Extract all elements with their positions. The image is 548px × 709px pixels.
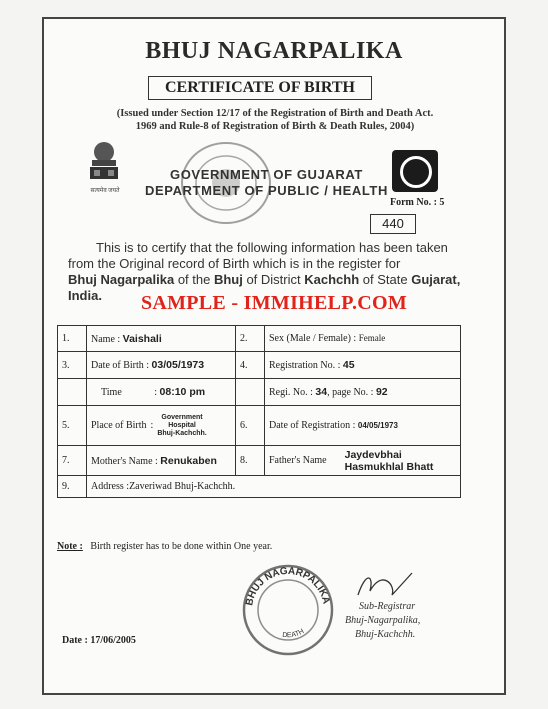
issue-date: Date : 17/06/2005 [62,635,136,646]
father-name-label: Father's Name [269,454,327,466]
emblem-motto: सत्यमेव जयते [90,188,120,194]
svg-text:DEATH [282,628,305,639]
mother-name-label: Mother's Name : [91,455,158,467]
name-label: Name : [91,333,121,345]
nagarpalika-seal-icon [238,560,338,660]
body-line-2: from the Original record of Birth which is in the register for [68,256,401,271]
name-value: Vaishali [122,332,162,345]
table-row: 7. Mother's Name : Renukaben 8. Father's Name Jaydevbhai Hasmukhlal Bhatt [58,446,461,476]
place-of-birth-label: Place of Birth [91,420,147,431]
table-row: 3. Date of Birth : 03/05/1973 4. Registration No. : 45 [58,352,461,379]
serial-number: 440 [370,214,416,234]
note: Note : Birth register has to be done within One year. [57,541,273,552]
government-line: GOVERNMENT OF GUJARAT [170,167,363,182]
seal-bottom-text: DEATH [281,628,306,640]
regi-no-value: 34 [315,386,328,398]
seal-top-text: BHUJ NAGARPALIKA [244,565,332,607]
health-logo-icon [392,150,438,192]
time-label: Time [101,387,122,398]
regi-no-label: Regi. No. : [269,387,313,398]
signature-icon [352,565,422,605]
body-line-4: India. [68,288,102,303]
address-value: Zaveriwad Bhuj-Kachchh. [129,481,236,492]
father-name-value: Jaydevbhai Hasmukhlal Bhatt [344,448,434,473]
sex-label: Sex (Male / Female) [269,333,351,344]
certificate-title: BHUJ NAGARPALIKA [145,38,403,64]
table-row: 5. Place of Birth : Government Hospital Bhuj-Kachchh. 6. Date of Registration : 04/05/1973 [58,406,461,446]
sample-watermark: SAMPLE - IMMIHELP.COM [140,292,408,314]
dob-value: 03/05/1973 [151,359,205,371]
sex-value: Female [358,333,386,343]
time-value: 08:10 pm [159,386,206,398]
sub-registrar-signature-block: Sub-Registrar Bhuj-Nagarpalika, Bhuj-Kachchh. [345,601,421,640]
table-row: Time : 08:10 pm Regi. No. : 34, page No. : 92 [58,379,461,406]
state-emblem-icon [82,140,126,186]
address-label: Address : [91,481,130,492]
body-line-1: This is to certify that the following information has been taken [96,240,448,255]
body-line-3: Bhuj Nagarpalika of the Bhuj of District Kachchh of State Gujarat, [68,272,461,287]
certificate-subtitle: CERTIFICATE OF BIRTH [148,76,372,100]
mother-name-value: Renukaben [160,454,217,467]
page-no-value: 92 [375,386,388,398]
table-row: 9. Address :Zaveriwad Bhuj-Kachchh. [58,476,461,498]
details-table [57,325,461,498]
place-of-birth-value: Government Hospital Bhuj-Kachchh. [157,413,207,437]
department-line: DEPARTMENT OF PUBLIC / HEALTH [145,183,388,198]
registration-no-value: 45 [342,359,355,371]
dob-label: Date of Birth [91,360,144,371]
form-number: Form No. : 5 [390,197,445,208]
table-row: 1. Name : Vaishali 2. Sex (Male / Female) : Female [58,326,461,352]
registration-no-label: Registration No. [269,360,336,371]
issued-under-note [92,107,458,133]
issued-line-1: (Issued under Section 12/17 of the Registration of Birth and Death Act. [116,108,434,119]
date-of-registration-value: 04/05/1973 [357,421,398,430]
date-of-registration-label: Date of Registration [269,420,351,431]
issued-line-2: 1969 and Rule-8 of Registration of Birth & Death Rules, 2004) [135,121,415,132]
svg-text:BHUJ NAGARPALIKA [244,566,331,607]
